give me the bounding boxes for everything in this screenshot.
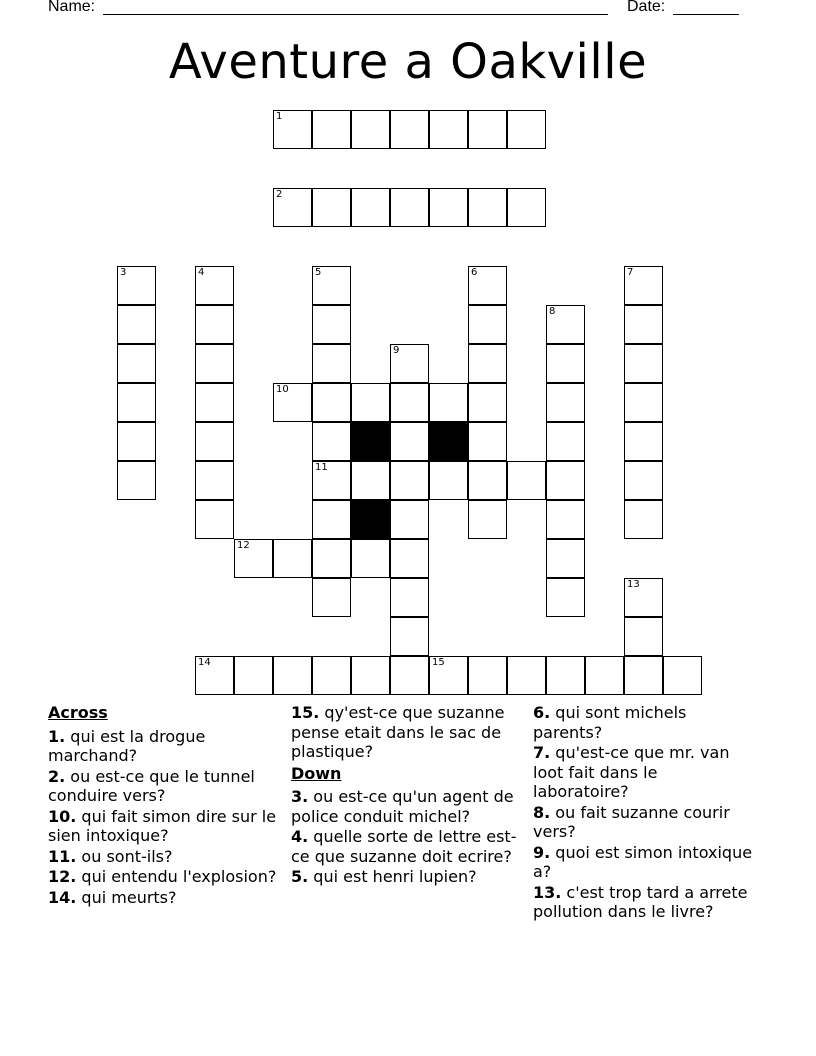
down-clue-list-continued <box>533 703 755 922</box>
grid-cell[interactable] <box>624 383 663 422</box>
clue-number: 2. <box>48 766 66 786</box>
grid-cell[interactable] <box>624 344 663 383</box>
grid-cell[interactable] <box>390 188 429 227</box>
grid-cell[interactable] <box>468 110 507 149</box>
grid-cell[interactable] <box>351 461 390 500</box>
clue-number-label: 7 <box>627 267 634 278</box>
grid-cell[interactable] <box>624 500 663 539</box>
grid-cell[interactable] <box>195 383 234 422</box>
clue-number-label: 11 <box>315 462 328 473</box>
down-clue-list <box>291 787 523 887</box>
across-heading: Across <box>48 703 108 722</box>
grid-cell[interactable] <box>312 383 351 422</box>
grid-cell[interactable] <box>390 383 429 422</box>
clue-number: 12. <box>48 867 77 886</box>
clue-text: qy'est-ce que suzanne pense etait dans le sac de plastique? <box>291 703 505 761</box>
grid-cell[interactable] <box>585 656 624 695</box>
clue-text: qui est henri lupien? <box>308 867 477 886</box>
grid-cell[interactable] <box>624 266 663 305</box>
clue-number-label: 12 <box>237 540 250 551</box>
clue <box>48 847 288 867</box>
grid-cell[interactable] <box>624 656 663 695</box>
grid-cell[interactable] <box>312 500 351 539</box>
clue-text: quoi est simon intoxique a? <box>533 842 753 881</box>
grid-cell[interactable] <box>273 539 312 578</box>
grid-cell[interactable] <box>351 188 390 227</box>
grid-cell[interactable] <box>195 422 234 461</box>
grid-cell[interactable] <box>390 617 429 656</box>
clue <box>291 703 523 762</box>
grid-cell[interactable] <box>546 305 585 344</box>
grid-cell[interactable] <box>546 344 585 383</box>
grid-cell[interactable] <box>546 461 585 500</box>
grid-cell[interactable] <box>429 656 468 695</box>
clue <box>291 827 523 866</box>
clue-number-label: 8 <box>549 306 556 317</box>
grid-cell[interactable] <box>312 305 351 344</box>
grid-cell[interactable] <box>117 344 156 383</box>
grid-cell[interactable] <box>624 617 663 656</box>
clue <box>533 883 755 922</box>
clue-number-label: 6 <box>471 267 478 278</box>
grid-cell[interactable] <box>195 500 234 539</box>
grid-cell[interactable] <box>351 539 390 578</box>
grid-cell[interactable] <box>117 305 156 344</box>
clue-text: qui sont michels parents? <box>533 703 687 742</box>
grid-cell[interactable] <box>390 500 429 539</box>
grid-cell[interactable] <box>390 422 429 461</box>
clue-text: c'est trop tard a arrete pollution dans le livre? <box>533 882 748 921</box>
grid-cell[interactable] <box>312 656 351 695</box>
grid-cell[interactable] <box>195 266 234 305</box>
grid-cell[interactable] <box>663 656 702 695</box>
grid-cell[interactable] <box>429 110 468 149</box>
clue-text: qui est la drogue marchand? <box>48 726 206 765</box>
clue-number: 5. <box>291 867 309 886</box>
clue-number: 3. <box>291 787 309 806</box>
clue-text: ou sont-ils? <box>76 846 173 866</box>
clue <box>533 803 755 842</box>
clues-column-2 <box>291 703 523 888</box>
clue <box>48 867 288 887</box>
grid-cell[interactable] <box>507 110 546 149</box>
grid-cell[interactable] <box>195 305 234 344</box>
clue-text: ou est-ce qu'un agent de police conduit michel? <box>291 787 514 826</box>
grid-cell[interactable] <box>195 344 234 383</box>
clue-text: quelle sorte de lettre est-ce que suzanne doit ecrire? <box>291 827 517 866</box>
clue <box>48 727 288 766</box>
clue <box>533 843 755 882</box>
grid-cell[interactable] <box>546 539 585 578</box>
clue-number-label: 1 <box>276 111 283 122</box>
grid-cell[interactable] <box>429 188 468 227</box>
grid-cell[interactable] <box>273 656 312 695</box>
grid-cell[interactable] <box>117 422 156 461</box>
grid-cell[interactable] <box>312 461 351 500</box>
grid-cell[interactable] <box>312 110 351 149</box>
clue <box>291 787 523 826</box>
grid-cell[interactable] <box>546 422 585 461</box>
grid-cell[interactable] <box>351 110 390 149</box>
clue-number-label: 9 <box>393 345 400 356</box>
clue-text: ou est-ce que le tunnel conduire vers? <box>48 766 255 805</box>
grid-cell[interactable] <box>624 305 663 344</box>
clue-number: 7. <box>533 743 551 762</box>
grid-cell[interactable] <box>273 188 312 227</box>
clue <box>533 743 755 802</box>
grid-cell[interactable] <box>624 422 663 461</box>
grid-cell[interactable] <box>312 422 351 461</box>
clue <box>48 888 288 908</box>
grid-cell[interactable] <box>468 500 507 539</box>
clue-text: qu'est-ce que mr. van loot fait dans le laboratoire? <box>533 743 730 801</box>
grid-cell[interactable] <box>312 344 351 383</box>
grid-cell[interactable] <box>507 656 546 695</box>
clue-number-label: 3 <box>120 267 127 278</box>
grid-cell[interactable] <box>195 656 234 695</box>
grid-cell[interactable] <box>546 656 585 695</box>
grid-block <box>351 422 390 461</box>
grid-cell[interactable] <box>468 188 507 227</box>
grid-cell[interactable] <box>468 656 507 695</box>
clue-number: 6. <box>533 703 551 722</box>
clue-number: 8. <box>533 802 551 822</box>
clue-number: 11. <box>48 846 77 866</box>
clues-column-1 <box>48 703 288 908</box>
clue-number: 10. <box>48 806 77 826</box>
grid-cell[interactable] <box>546 578 585 617</box>
grid-block <box>429 422 468 461</box>
grid-cell[interactable] <box>429 461 468 500</box>
grid-block <box>351 500 390 539</box>
grid-cell[interactable] <box>390 578 429 617</box>
grid-cell[interactable] <box>624 461 663 500</box>
clue <box>48 807 288 846</box>
grid-cell[interactable] <box>312 266 351 305</box>
clue-number: 14. <box>48 887 77 907</box>
grid-cell[interactable] <box>507 461 546 500</box>
grid-cell[interactable] <box>273 383 312 422</box>
clue-text: qui entendu l'explosion? <box>76 867 277 886</box>
date-label: Date: <box>627 0 666 15</box>
clue-number-label: 13 <box>627 579 640 590</box>
clue-number-label: 10 <box>276 384 289 395</box>
grid-cell[interactable] <box>117 461 156 500</box>
clue <box>533 703 755 742</box>
grid-cell[interactable] <box>234 656 273 695</box>
grid-cell[interactable] <box>390 539 429 578</box>
clue-number-label: 15 <box>432 657 445 668</box>
name-label: Name: <box>48 0 96 15</box>
grid-cell[interactable] <box>546 383 585 422</box>
grid-cell[interactable] <box>312 578 351 617</box>
clue-text: ou fait suzanne courir vers? <box>533 802 730 841</box>
clue <box>291 867 523 887</box>
grid-cell[interactable] <box>468 266 507 305</box>
grid-cell[interactable] <box>468 344 507 383</box>
grid-cell[interactable] <box>624 578 663 617</box>
grid-cell[interactable] <box>195 461 234 500</box>
across-clue-list <box>48 727 288 908</box>
grid-cell[interactable] <box>468 422 507 461</box>
clue <box>48 767 288 806</box>
grid-cell[interactable] <box>429 383 468 422</box>
clue-number: 13. <box>533 882 562 902</box>
grid-cell[interactable] <box>351 383 390 422</box>
clue-text: qui fait simon dire sur le sien intoxique? <box>48 806 277 845</box>
down-heading: Down <box>291 763 342 783</box>
across-clue-list-continued <box>291 703 523 762</box>
grid-cell[interactable] <box>468 383 507 422</box>
grid-cell[interactable] <box>546 500 585 539</box>
grid-cell[interactable] <box>351 656 390 695</box>
grid-cell[interactable] <box>507 188 546 227</box>
grid-cell[interactable] <box>312 539 351 578</box>
clue-number-label: 14 <box>198 657 211 668</box>
clue-number-label: 2 <box>276 189 283 200</box>
clue-number: 15. <box>291 703 320 722</box>
clue-number: 4. <box>291 827 309 846</box>
grid-cell[interactable] <box>390 110 429 149</box>
grid-cell[interactable] <box>273 110 312 149</box>
grid-cell[interactable] <box>468 461 507 500</box>
clue-number: 1. <box>48 726 66 746</box>
clues-column-3 <box>533 703 755 923</box>
grid-cell[interactable] <box>468 305 507 344</box>
grid-cell[interactable] <box>117 266 156 305</box>
grid-cell[interactable] <box>312 188 351 227</box>
grid-cell[interactable] <box>234 539 273 578</box>
grid-cell[interactable] <box>390 656 429 695</box>
clue-text: qui meurts? <box>76 887 177 907</box>
page-title: Aventure a Oakville <box>168 34 648 90</box>
clue-number-label: 4 <box>198 267 205 278</box>
clue-number: 9. <box>533 842 551 862</box>
grid-cell[interactable] <box>117 383 156 422</box>
clue-number-label: 5 <box>315 267 322 278</box>
grid-cell[interactable] <box>390 461 429 500</box>
grid-cell[interactable] <box>390 344 429 383</box>
